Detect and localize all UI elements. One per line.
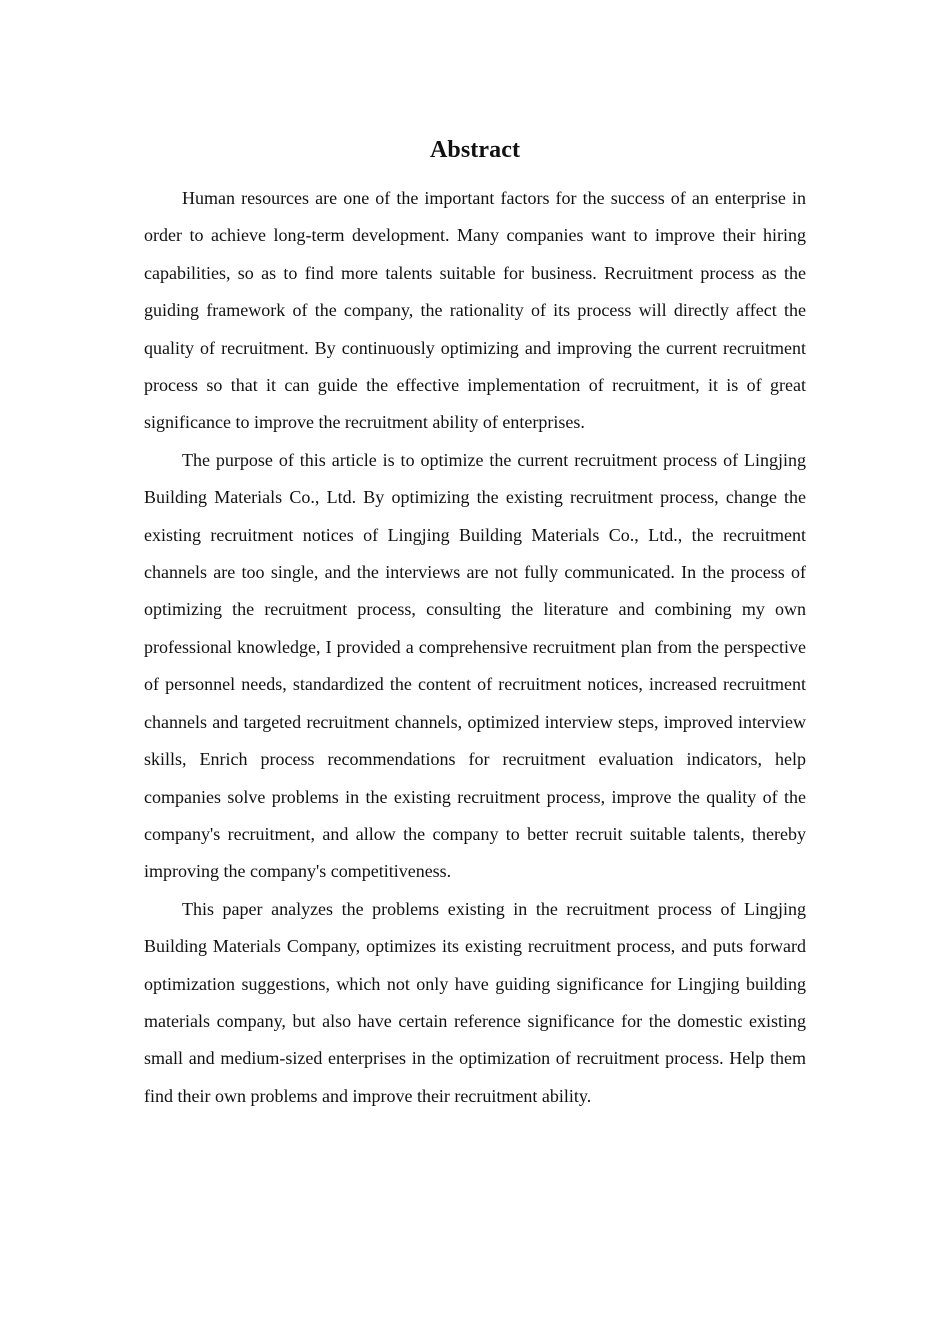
abstract-section [144, 132, 806, 1115]
page-title: Abstract [429, 137, 521, 163]
abstract-paragraph-1: Human resources are one of the important factors for the success of an enterprise in order to achieve long-term development. Many companies want to improve their hiring capabilities, so as to find more talents suitable for business. Recruitment process as the guiding framework of the company, the rationality of its process will directly affect the quality of recruitment. By continuously optimizing and improving the current recruitment process so that it can guide the effective implementation of recruitment, it is of great significance to improve the recruitment ability of enterprises. [144, 188, 806, 433]
abstract-paragraph-3: This paper analyzes the problems existing in the recruitment process of Lingjing Building Materials Company, optimizes its existing recruitment process, and puts forward optimization suggestions, which not only have guiding significance for Lingjing building materials company, but also have certain reference significance for the domestic existing small and medium-sized enterprises in the optimization of recruitment process. Help them find their own problems and improve their recruitment ability. [144, 898, 806, 1106]
abstract-paragraph-2: The purpose of this article is to optimize the current recruitment process of Lingjing Building Materials Co., Ltd. By optimizing the existing recruitment process, change the existing recruitment notices of Lingjing Building Materials Co., Ltd., the recruitment channels are too single, and the interviews are not fully communicated. In the process of optimizing the recruitment process, consulting the literature and combining my own professional knowledge, I provided a comprehensive recruitment plan from the perspective of personnel needs, standardized the content of recruitment notices, increased recruitment channels and targeted recruitment channels, optimized interview steps, improved interview skills, Enrich process recommendations for recruitment evaluation indicators, help companies solve problems in the existing recruitment process, improve the quality of the company's recruitment, and allow the company to better recruit suitable talents, thereby improving the company's competitiveness. [144, 449, 806, 882]
